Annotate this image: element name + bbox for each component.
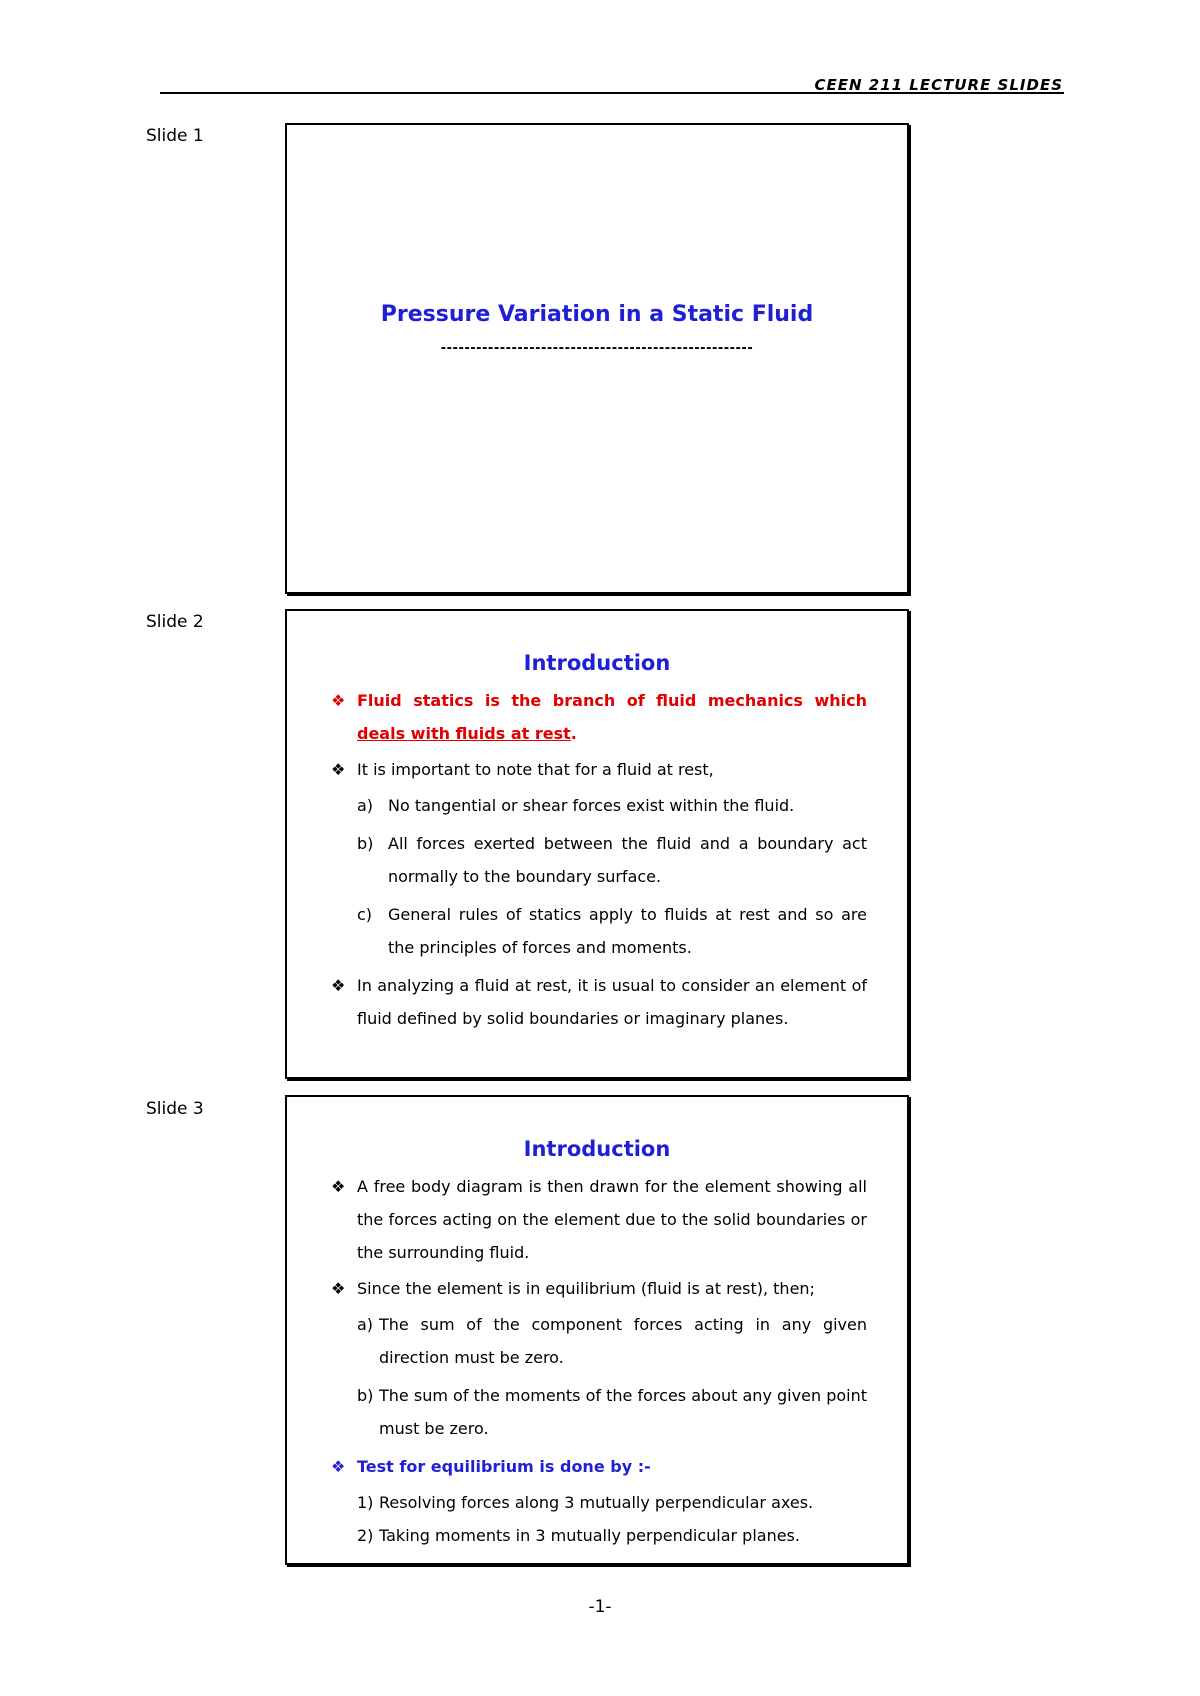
bullet-item: ❖ In analyzing a fluid at rest, it is usual to consider an element of fluid defined by solid boundaries or imaginary planes.	[331, 969, 867, 1035]
sub-item: c) General rules of statics apply to fluids at rest and so are the principles of forces and moments.	[357, 905, 867, 957]
diamond-bullet-icon: ❖	[331, 1279, 346, 1298]
slide-label-3: Slide 3	[146, 1099, 204, 1119]
diamond-bullet-icon: ❖	[331, 691, 346, 710]
bullet-item: ❖ A free body diagram is then drawn for the element showing all the forces acting on the element due to the solid boundaries or the surrounding fluid.	[331, 1170, 867, 1269]
title-dashes: -----------------------------------------------------	[440, 341, 754, 356]
diamond-bullet-icon: ❖	[331, 976, 346, 995]
sub-item: a) The sum of the component forces acting in any given direction must be zero.	[357, 1315, 867, 1367]
sub-item: b) The sum of the moments of the forces about any given point must be zero.	[357, 1386, 867, 1438]
slide-2	[285, 609, 909, 1079]
bullet-item: ❖ Since the element is in equilibrium (fluid is at rest), then;	[331, 1272, 867, 1305]
slide-title: Pressure Variation in a Static Fluid	[380, 302, 814, 327]
sub-item: b) All forces exerted between the fluid and a boundary act normally to the boundary surface.	[357, 834, 867, 886]
slide-label-1: Slide 1	[146, 126, 204, 146]
numbered-item: 2) Taking moments in 3 mutually perpendicular planes.	[357, 1526, 800, 1545]
diamond-bullet-icon: ❖	[331, 1177, 346, 1196]
numbered-item: 1) Resolving forces along 3 mutually perpendicular axes.	[357, 1493, 814, 1512]
slide-3	[285, 1095, 909, 1565]
bullet-item: ❖ Fluid statics is the branch of fluid mechanics which deals with fluids at rest.	[331, 684, 867, 750]
slide-content	[331, 1170, 867, 1552]
slide-heading: Introduction	[523, 1137, 671, 1161]
slide-label-2: Slide 2	[146, 612, 204, 632]
header-rule	[160, 92, 1064, 94]
bullet-item: ❖ It is important to note that for a fluid at rest,	[331, 753, 867, 786]
slide-heading: Introduction	[523, 651, 671, 675]
diamond-bullet-icon: ❖	[331, 1457, 346, 1476]
diamond-bullet-icon: ❖	[331, 760, 346, 779]
slide-content	[331, 684, 867, 1038]
sub-item: a) No tangential or shear forces exist within the fluid.	[357, 796, 795, 815]
page-number: -1-	[588, 1597, 612, 1617]
bullet-item: ❖ Test for equilibrium is done by :-	[331, 1450, 867, 1483]
slide-1	[285, 123, 909, 594]
underlined-phrase: deals with fluids at rest	[357, 724, 571, 743]
header-course: CEEN 211 LECTURE SLIDES	[814, 76, 1063, 94]
